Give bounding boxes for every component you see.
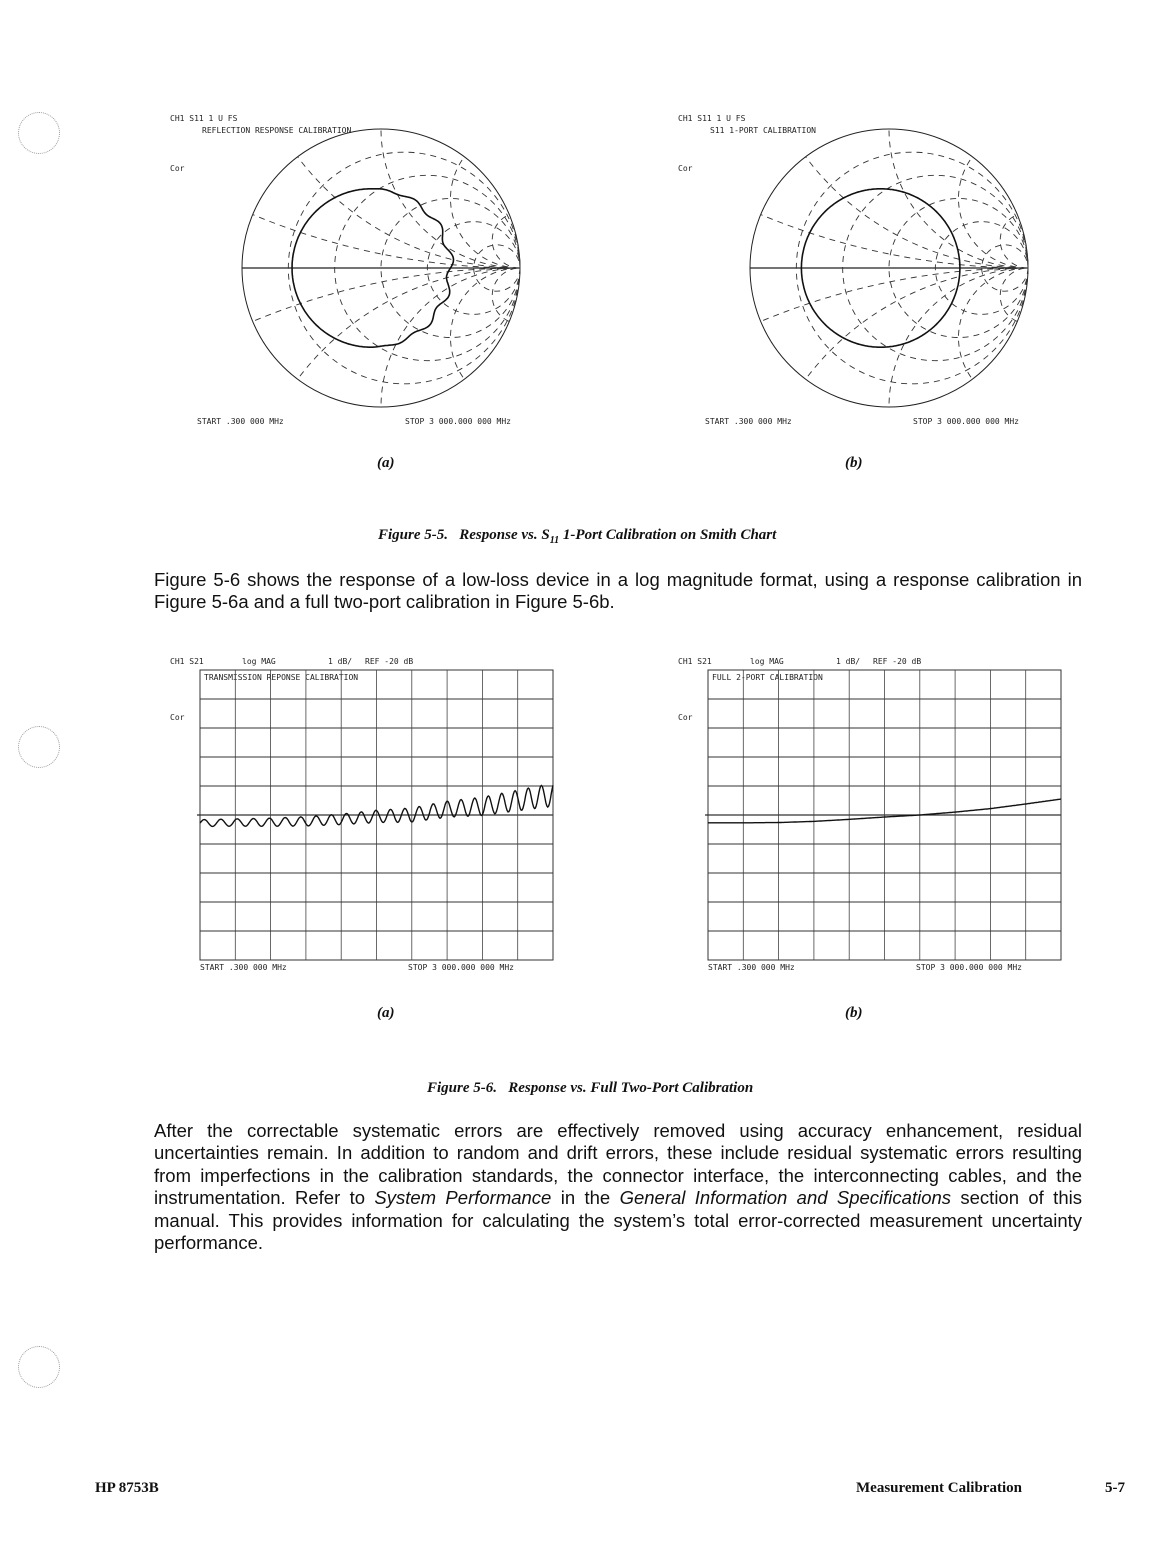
chart-header-channel: CH1 S21 xyxy=(170,657,204,666)
hole-punch-mark xyxy=(18,1346,60,1388)
smith-chart-a xyxy=(160,100,580,440)
footer-page-number: 5-7 xyxy=(1105,1480,1125,1496)
reference-general-information: General Information and Specifications xyxy=(619,1187,952,1209)
correction-indicator: Cor xyxy=(170,164,185,173)
chart-title: TRANSMISSION REPONSE CALIBRATION xyxy=(204,673,359,682)
correction-indicator: Cor xyxy=(678,713,693,722)
chart-title: S11 1-PORT CALIBRATION xyxy=(710,126,816,135)
reactance-arc xyxy=(750,268,1088,440)
sublabel-5-6b: (b) xyxy=(845,1005,863,1021)
log-mag-chart-b xyxy=(668,650,1088,980)
correction-indicator: Cor xyxy=(170,713,185,722)
caption-text-2: 1-Port Calibration on Smith Chart xyxy=(559,527,777,543)
chart-header: CH1 S11 1 U FS xyxy=(678,114,746,123)
start-frequency: START .300 000 MHz xyxy=(197,417,284,426)
paragraph-residual-errors xyxy=(154,1120,1082,1254)
chart-header-reference: REF -20 dB xyxy=(873,657,922,666)
reactance-arc xyxy=(381,268,580,440)
hole-punch-mark xyxy=(18,726,60,768)
start-frequency: START .300 000 MHz xyxy=(200,963,287,972)
chart-title: REFLECTION RESPONSE CALIBRATION xyxy=(202,126,352,135)
footer-section: Measurement Calibration xyxy=(856,1480,1022,1496)
caption-prefix: Figure 5-5. xyxy=(378,527,449,543)
paragraph-text: After the correctable systematic errors are effectively removed using accuracy enhancement, residual uncertainties remain. In addition to random and drift errors, these include residual systematic errors resulting from imperfections in the calibration standards, the connector interface, the interconnecting cables, and the instrumentation. Refer to xyxy=(154,1120,1082,1209)
caption-text: Response vs. S xyxy=(459,527,550,543)
chart-header-format: log MAG xyxy=(750,657,784,666)
hole-punch-mark xyxy=(18,112,60,154)
reactance-arc xyxy=(889,100,1088,268)
smith-grid xyxy=(750,129,1028,407)
smith-chart-b xyxy=(668,100,1088,440)
chart-header-reference: REF -20 dB xyxy=(365,657,414,666)
sublabel-5-5b: (b) xyxy=(845,455,863,471)
start-frequency: START .300 000 MHz xyxy=(708,963,795,972)
stop-frequency: STOP 3 000.000 000 MHz xyxy=(916,963,1022,972)
log-mag-chart-a xyxy=(160,650,580,980)
caption-subscript: 11 xyxy=(549,535,560,546)
chart-header-channel: CH1 S21 xyxy=(678,657,712,666)
reference-system-performance: System Performance xyxy=(374,1187,552,1209)
reactance-arc xyxy=(451,268,581,407)
chart-header-format: log MAG xyxy=(242,657,276,666)
figure-5-5-caption xyxy=(363,510,776,563)
reactance-arcs xyxy=(668,100,1088,440)
stop-frequency: STOP 3 000.000 000 MHz xyxy=(913,417,1019,426)
chart-title: FULL 2-PORT CALIBRATION xyxy=(712,673,823,682)
footer-model: HP 8753B xyxy=(95,1480,159,1496)
paragraph-intro-5-6: Figure 5-6 shows the response of a low-loss device in a log magnitude format, using a response calibration in Figure 5-6a and a full two-port calibration in Figure 5-6b. xyxy=(154,569,1082,612)
reactance-arc xyxy=(381,100,580,268)
correction-indicator: Cor xyxy=(678,164,693,173)
reactance-arc xyxy=(242,268,580,440)
reactance-arc xyxy=(889,268,1088,440)
chart-header: CH1 S11 1 U FS xyxy=(170,114,238,123)
sublabel-5-6a: (a) xyxy=(377,1005,395,1021)
stop-frequency: STOP 3 000.000 000 MHz xyxy=(408,963,514,972)
figure-5-6-caption xyxy=(412,1063,753,1114)
reactance-arcs xyxy=(160,100,580,440)
caption-text: Response vs. Full Two-Port Calibration xyxy=(508,1080,754,1096)
start-frequency: START .300 000 MHz xyxy=(705,417,792,426)
paragraph-text: section of this manual. This provides information for calculating the system’s total error-corrected measurement uncertainty performance. xyxy=(154,1187,1082,1254)
caption-prefix: Figure 5-6. xyxy=(427,1080,498,1096)
paragraph-text: in the xyxy=(551,1187,620,1209)
sublabel-5-5a: (a) xyxy=(377,455,395,471)
smith-grid xyxy=(242,129,520,407)
stop-frequency: STOP 3 000.000 000 MHz xyxy=(405,417,511,426)
reactance-arc xyxy=(959,268,1089,407)
chart-header-scale: 1 dB/ xyxy=(836,657,861,666)
chart-header-scale: 1 dB/ xyxy=(328,657,353,666)
